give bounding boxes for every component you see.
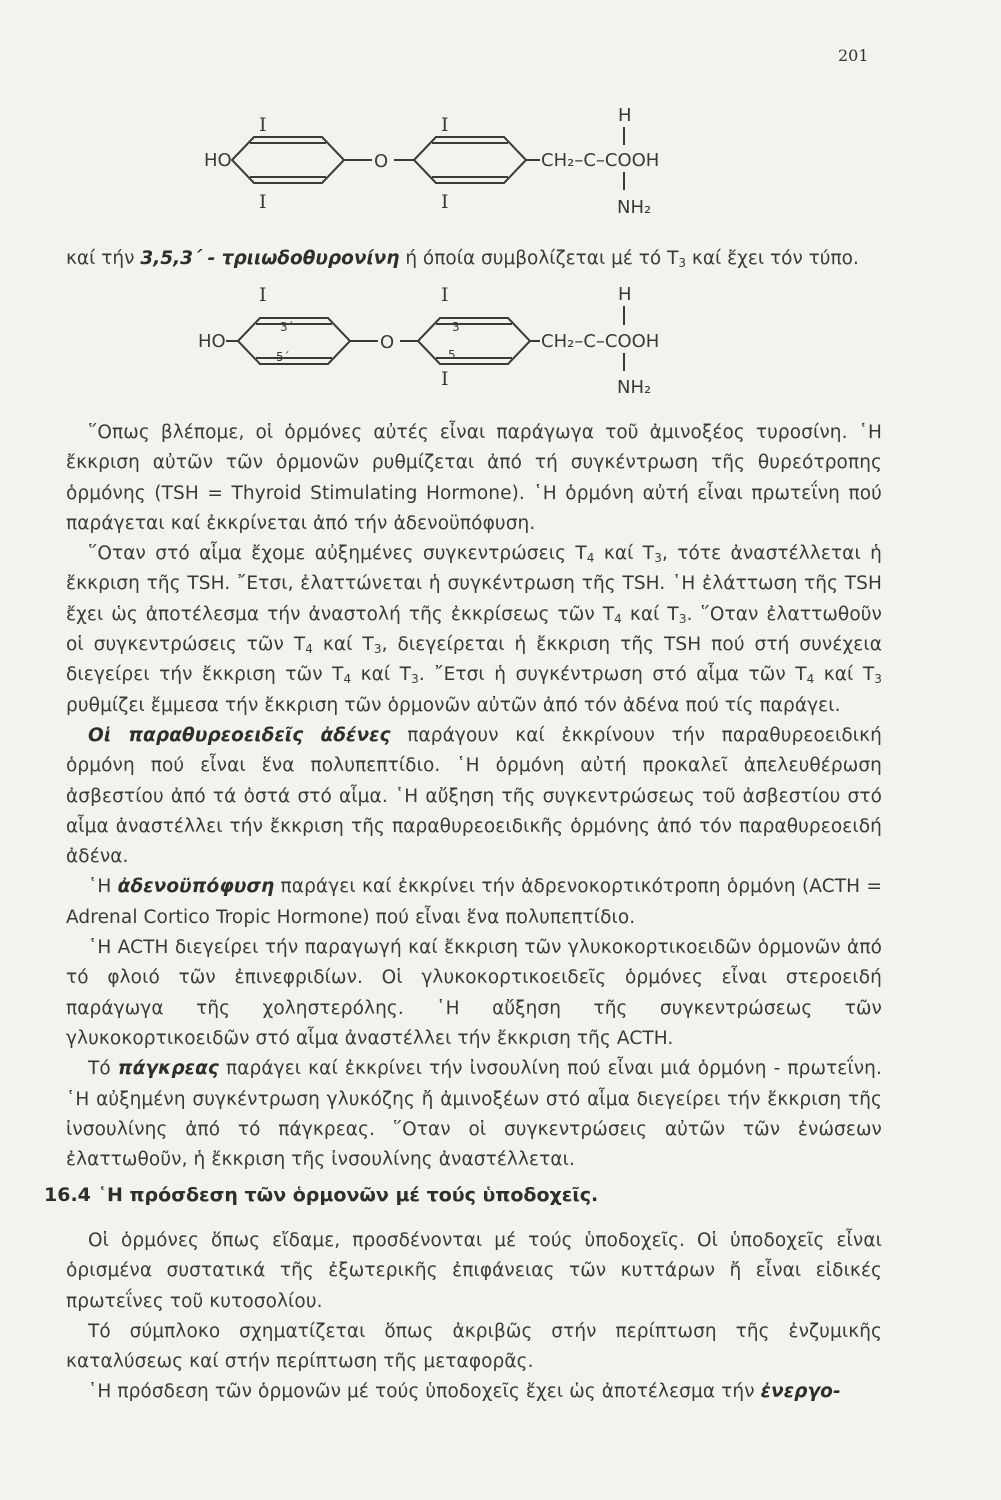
position-label: 5΄ [276,350,290,364]
iodine-label: I [441,191,449,213]
structural-formula-1 [0,0,1001,240]
side-chain-label: CH₂–C–COOH [541,150,660,171]
paragraph-parathyroid: Οἱ παραθυρεοειδεῖς ἀδένες παράγουν καί ἐκκρίνουν τήν παραθυρεοειδική ὁρμόνη πού εἶναι ἕνα πολυπεπτίδιο. ῾Η ὁρμόνη αὐτή προκαλεῖ ἀπελευθέρωση ἀσβεστίου ἀπό τά ὀστά στό αἷμα. ῾Η αὔξηση τῆς συγκεντρώσεως τοῦ ἀσβεστίου στό αἷμα ἀναστέλλει τήν ἔκκριση τῆς παραθυρεοειδικῆς ὁρμόνης ἀπό τόν παραθυρεοειδή ἀδένα. [66,724,882,868]
position-label: 5 [448,348,456,362]
paragraph-hormone-derivatives: ῞Οπως βλέπομε, οἱ ὁρμόνες αὐτές εἶναι παράγωγα τοῦ ἀμινοξέος τυροσίνη. ῾Η ἔκκριση αὐτῶν τῶν ὁρμονῶν ρυθμίζεται ἀπό τή συγκέντρωση τῆς θυρεότροπης ὁρμόνης (TSH = Thyroid Stimulating Hormone). ῾Η ὁρμόνη αὐτή εἶναι πρωτεΐνη πού παράγεται καί ἐκκρίνεται ἀπό τήν ἀδενοϋπόφυση. [66,422,882,534]
hydroxyl-label: HO [198,331,226,352]
iodine-label: I [259,284,267,306]
paragraph-binding: ῾Η πρόσδεση τῶν ὁρμονῶν μέ τούς ὑποδοχεῖς ἔχει ὡς ἀποτέλεσμα τήν ἐνεργο- [88,1381,841,1403]
structural-formula-2 [0,275,1001,405]
term-activation: ἐνεργο- [760,1381,841,1403]
hydroxyl-label: HO [204,150,232,171]
hydrogen-label: H [618,284,632,305]
position-label: 3 [452,320,460,334]
iodine-label: I [441,368,449,390]
iodine-label: I [259,114,267,136]
term-triiodothyronine: 3,5,3΄ - τριιωδοθυρονίνη [140,248,400,269]
hydrogen-label: H [618,105,632,126]
term-pancreas: πάγκρεας [117,1058,219,1080]
iodine-label: I [441,114,449,136]
iodine-label: I [259,191,267,213]
section-body-text [66,1226,882,1408]
formula-caption: καί τήν 3,5,3΄ - τριιωδοθυρονίνη ή όποία συμβολίζεται μέ τό $T_3$ καί ἔχει τόν τύπο. [66,248,859,270]
iodine-label: I [441,284,449,306]
amino-group-label: NH₂ [617,377,652,398]
paragraph-receptors: Οἱ ὁρμόνες ὅπως εἴδαμε, προσδένονται μέ τούς ὑποδοχεῖς. Οἱ ὑποδοχεῖς εἶναι ὁρισμένα συστατικά τῆς ἐξωτερικῆς ἐπιφάνειας τῶν κυττάρων ἤ εἶναι εἰδικές πρωτεΐνες τοῦ κυτοσολίου. [66,1230,882,1312]
paragraph-acth: ῾Η ACTH διεγείρει τήν παραγωγή καί ἔκκριση τῶν γλυκοκορτικοειδῶν ὁρμονῶν ἀπό τό φλοιό τῶν ἐπινεφριδίων. Οἱ γλυκοκορτικοειδεῖς ὁρμόνες εἶναι στεροειδή παράγωγα τῆς χοληστερόλης. ῾Η αὔξηση τῆς συγκεντρώσεως τῶν γλυκοκορτικοειδῶν στό αἷμα ἀναστέλλει τήν ἔκκριση τῆς ACTH. [66,937,882,1049]
position-label: 3΄ [280,320,294,334]
side-chain-label: CH₂–C–COOH [541,331,660,352]
paragraph-complex: Τό σύμπλοκο σχηματίζεται ὅπως ἀκριβῶς στήν περίπτωση τῆς ἐνζυμικῆς καταλύσεως καί στήν περίπτωση τῆς μεταφορᾶς. [66,1320,882,1373]
section-heading: 16.4 ῾Η πρόσδεση τῶν ὁρμονῶν μέ τούς ὑποδοχεῖς. [44,1184,599,1206]
term-adenohypophysis: ἀδενοϋπόφυση [117,876,275,898]
amino-group-label: NH₂ [617,197,652,218]
ether-oxygen-label: O [374,151,389,172]
paragraph-tsh-regulation: ῞Οταν στό αἷμα ἔχομε αὐξημένες συγκεντρώσεις $T_4$ καί $T_3$, τότε ἀναστέλλεται ἡ ἔκκριση τῆς TSH. ῎Ετσι, ἐλαττώνεται ἡ συγκέντρωση τῆς TSH. ῾Η ἐλάττωση τῆς TSH ἔχει ὡς ἀποτέλεσμα τήν ἀναστολή τῆς ἐκκρίσεως τῶν $T_4$ καί $T_3$. ῞Οταν ἐλαττωθοῦν οἱ συγκεντρώσεις τῶν $T_4$ καί $T_3$, διεγείρεται ἡ ἔκκριση τῆς TSH πού στή συνέχεια διεγείρει τήν ἔκκριση τῶν $T_4$ καί $T_3$. ῎Ετσι ἡ συγκέντρωση στό αἷμα τῶν $T_4$ καί $T_3$ ρυθμίζει ἔμμεσα τήν ἔκκριση τῶν ὁρμονῶν αὐτῶν ἀπό τόν ἀδένα πού τίς παράγει. [66,543,882,716]
paragraph-pancreas: Τό πάγκρεας παράγει καί ἐκκρίνει τήν ἰνσουλίνη πού εἶναι μιά ὁρμόνη - πρωτεΐνη. ῾Η αὐξημένη συγκέντρωση γλυκόζης ἤ ἀμινοξέων στό αἷμα διεγείρει τήν ἔκκριση τῆς ἰνσουλίνης ἀπό τό πάγκρεας. ῞Οταν οἱ συγκεντρώσεις αὐτῶν τῶν ἑνώσεων ἐλαττωθοῦν, ἡ ἔκκριση τῆς ἰνσουλίνης ἀναστέλλεται. [66,1058,882,1171]
ether-oxygen-label: O [380,332,395,353]
body-text [66,418,882,1175]
page-number: 201 [838,46,869,65]
term-parathyroid-glands: Οἱ παραθυρεοειδεῖς ἀδένες [88,724,391,746]
paragraph-adenohypophysis: ῾Η ἀδενοϋπόφυση παράγει καί ἐκκρίνει τήν ἀδρενοκορτικότροπη ὁρμόνη (ACTH = Adrenal Cortico Tropic Hormone) πού εἶναι ἕνα πολυπεπτίδιο. [66,876,883,928]
